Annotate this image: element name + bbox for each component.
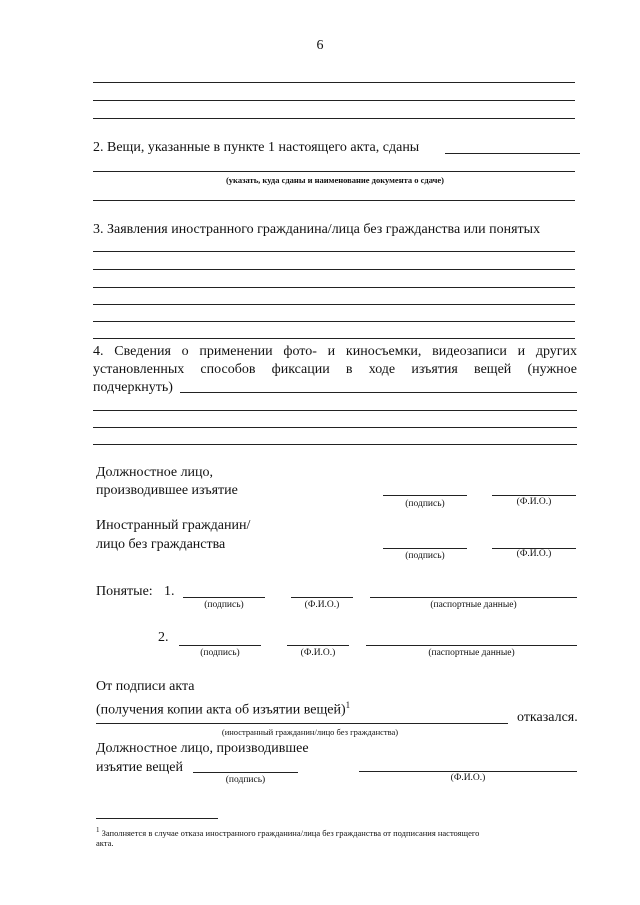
witnesses-label: Понятые: xyxy=(96,584,153,599)
footnote-marker: 1 xyxy=(345,700,351,710)
official-fio-caption: (Ф.И.О.) xyxy=(516,497,552,507)
official-sign-caption: (подпись) xyxy=(405,499,445,509)
refusal-label-1: От подписи акта xyxy=(96,679,195,694)
witness-1-passport-caption: (паспортные данные) xyxy=(430,600,517,610)
refusal-hint: (иностранный гражданин/лицо без гражданства) xyxy=(221,727,399,737)
foreigner-label-2: лицо без гражданства xyxy=(96,537,226,552)
blank-line[interactable] xyxy=(93,338,575,339)
witness-2-fio-field[interactable] xyxy=(287,645,349,646)
official-fio-field[interactable] xyxy=(492,495,576,496)
foreigner-label-1: Иностранный гражданин/ xyxy=(96,518,251,533)
witness-2-passport-caption: (паспортные данные) xyxy=(428,648,515,658)
footnote-line2: акта. xyxy=(96,838,114,848)
section-4-line3: подчеркнуть) xyxy=(93,380,173,395)
final-official-fio-field[interactable] xyxy=(359,771,577,772)
refusal-field[interactable] xyxy=(96,723,508,724)
page-number: 6 xyxy=(316,38,324,53)
final-official-sign-caption: (подпись) xyxy=(225,775,266,785)
witness-1-passport-field[interactable] xyxy=(370,597,577,598)
refusal-label-2: (получения копии акта об изъятии вещей)$^1$ xyxy=(96,700,351,718)
witness-1-fio-field[interactable] xyxy=(291,597,353,598)
final-official-fio-caption: (Ф.И.О.) xyxy=(450,773,486,783)
blank-line[interactable] xyxy=(93,287,575,288)
foreigner-signature-field[interactable] xyxy=(383,548,467,549)
blank-line[interactable] xyxy=(93,444,577,445)
foreigner-fio-caption: (Ф.И.О.) xyxy=(516,549,552,559)
final-official-label-1: Должностное лицо, производившее xyxy=(96,741,309,756)
witness-1-sign-caption: (подпись) xyxy=(204,600,244,610)
witness-1-number: 1. xyxy=(164,584,175,599)
witness-2-passport-field[interactable] xyxy=(366,645,577,646)
blank-line[interactable] xyxy=(93,118,575,119)
witness-1-fio-caption: (Ф.И.О.) xyxy=(304,600,340,610)
official-label-1: Должностное лицо, xyxy=(96,465,214,480)
blank-line[interactable] xyxy=(93,100,575,101)
final-official-signature-field[interactable] xyxy=(193,772,298,773)
section-4-line1: 4. Сведения о применении фото- и киносъемки, видеозаписи и других xyxy=(93,344,577,359)
foreigner-sign-caption: (подпись) xyxy=(405,551,445,561)
official-label-2: производившее изъятие xyxy=(96,483,238,498)
witness-2-fio-caption: (Ф.И.О.) xyxy=(300,648,336,658)
blank-line[interactable] xyxy=(93,304,575,305)
section-4-line2: установленных способов фиксации в ходе изъятия вещей (нужное xyxy=(93,362,577,377)
blank-line[interactable] xyxy=(93,410,577,411)
section-2-text: 2. Вещи, указанные в пункте 1 настоящего акта, сданы xyxy=(93,140,420,155)
blank-line[interactable] xyxy=(93,427,577,428)
section-2-field-line[interactable] xyxy=(93,171,575,172)
section-2-field[interactable] xyxy=(445,153,580,154)
footnote-separator xyxy=(96,818,218,819)
final-official-label-2: изъятие вещей xyxy=(96,760,184,775)
section-2-hint: (указать, куда сданы и наименование документа о сдаче) xyxy=(225,175,445,185)
refusal-refused: отказался. xyxy=(517,710,578,725)
witness-1-signature-field[interactable] xyxy=(183,597,265,598)
blank-line[interactable] xyxy=(93,269,575,270)
footnote-line1: $^1$ Заполняется в случае отказа иностранного гражданина/лица без гражданства от подписания настоящего xyxy=(96,826,480,838)
blank-line[interactable] xyxy=(93,82,575,83)
witness-2-signature-field[interactable] xyxy=(179,645,261,646)
witness-2-number: 2. xyxy=(158,630,169,645)
blank-line[interactable] xyxy=(93,251,575,252)
blank-line[interactable] xyxy=(93,200,575,201)
blank-line[interactable] xyxy=(93,321,575,322)
official-signature-field[interactable] xyxy=(383,495,467,496)
section-4-field[interactable] xyxy=(180,392,577,393)
section-3-text: 3. Заявления иностранного гражданина/лица без гражданства или понятых xyxy=(93,222,541,237)
witness-2-sign-caption: (подпись) xyxy=(200,648,240,658)
footnote-mark: 1 xyxy=(96,826,100,834)
